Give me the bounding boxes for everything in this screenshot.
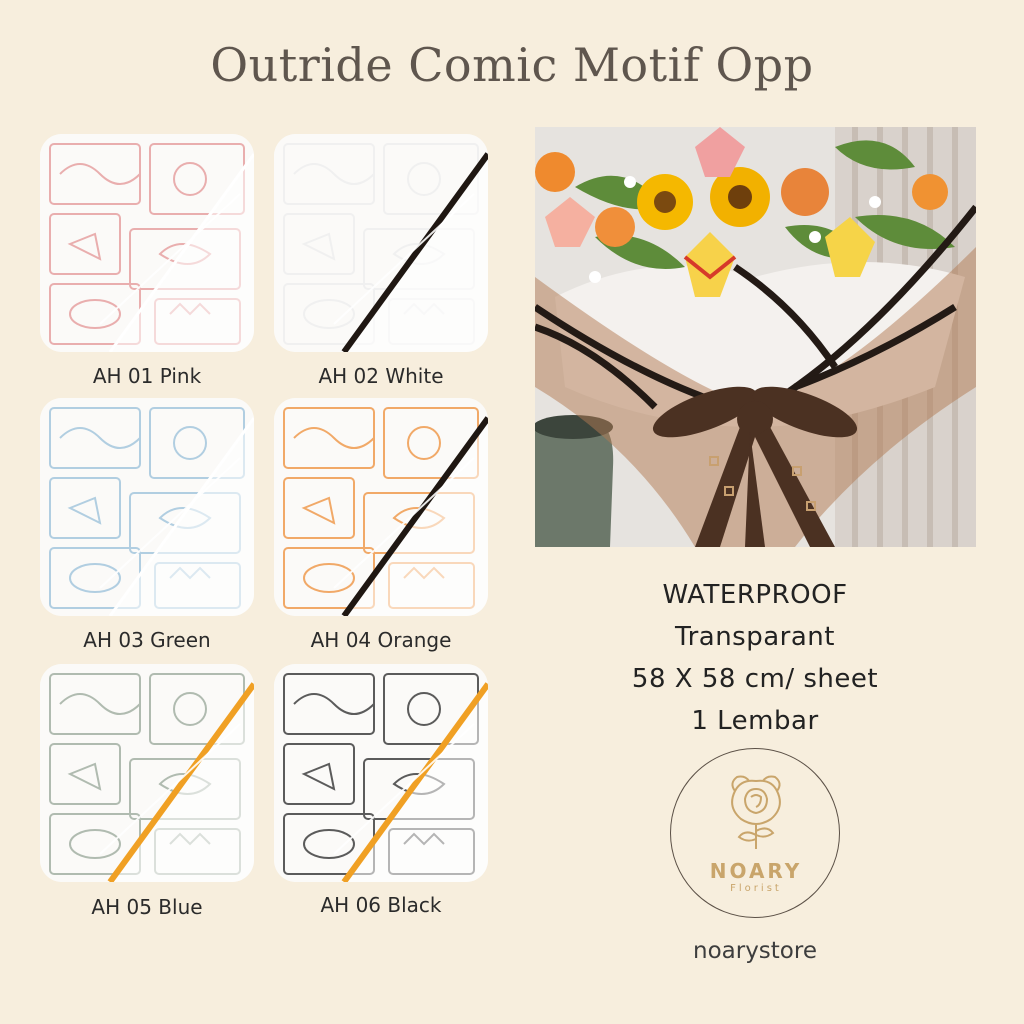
comic-pattern <box>274 134 488 352</box>
swatch-image-ah06-black <box>274 664 488 882</box>
comic-pattern <box>40 134 254 352</box>
swatch-label-ah01: AH 01 Pink <box>92 364 202 388</box>
swatch-label-ah05: AH 05 Blue <box>91 895 203 919</box>
swatch-image-ah05-blue <box>40 664 254 882</box>
page-title: Outride Comic Motif Opp <box>210 38 814 92</box>
noary-logo <box>670 748 840 918</box>
comic-pattern <box>40 398 254 616</box>
swatch-image-ah02-white <box>274 134 488 352</box>
rose-icon <box>719 769 793 853</box>
swatch-label-ah02: AH 02 White <box>318 364 444 388</box>
comic-pattern <box>40 664 254 882</box>
bouquet-photo <box>535 127 976 547</box>
comic-pattern <box>274 664 488 882</box>
comic-pattern <box>274 398 488 616</box>
spec-size: 58 X 58 cm/ sheet <box>631 664 879 694</box>
logo-subtitle: Florist <box>730 883 782 894</box>
swatch-image-ah04-orange <box>274 398 488 616</box>
swatch-label-ah04: AH 04 Orange <box>310 628 452 652</box>
spec-transparent: Transparant <box>675 622 835 652</box>
swatch-image-ah03-green <box>40 398 254 616</box>
swatch-label-ah03: AH 03 Green <box>83 628 211 652</box>
store-name: noarystore <box>693 938 817 964</box>
logo-name: NOARY <box>709 859 803 883</box>
swatch-label-ah06: AH 06 Black <box>320 893 442 917</box>
spec-quantity: 1 Lembar <box>691 706 819 736</box>
bouquet-illustration <box>535 127 976 547</box>
swatch-image-ah01-pink <box>40 134 254 352</box>
spec-waterproof: WATERPROOF <box>662 580 848 610</box>
